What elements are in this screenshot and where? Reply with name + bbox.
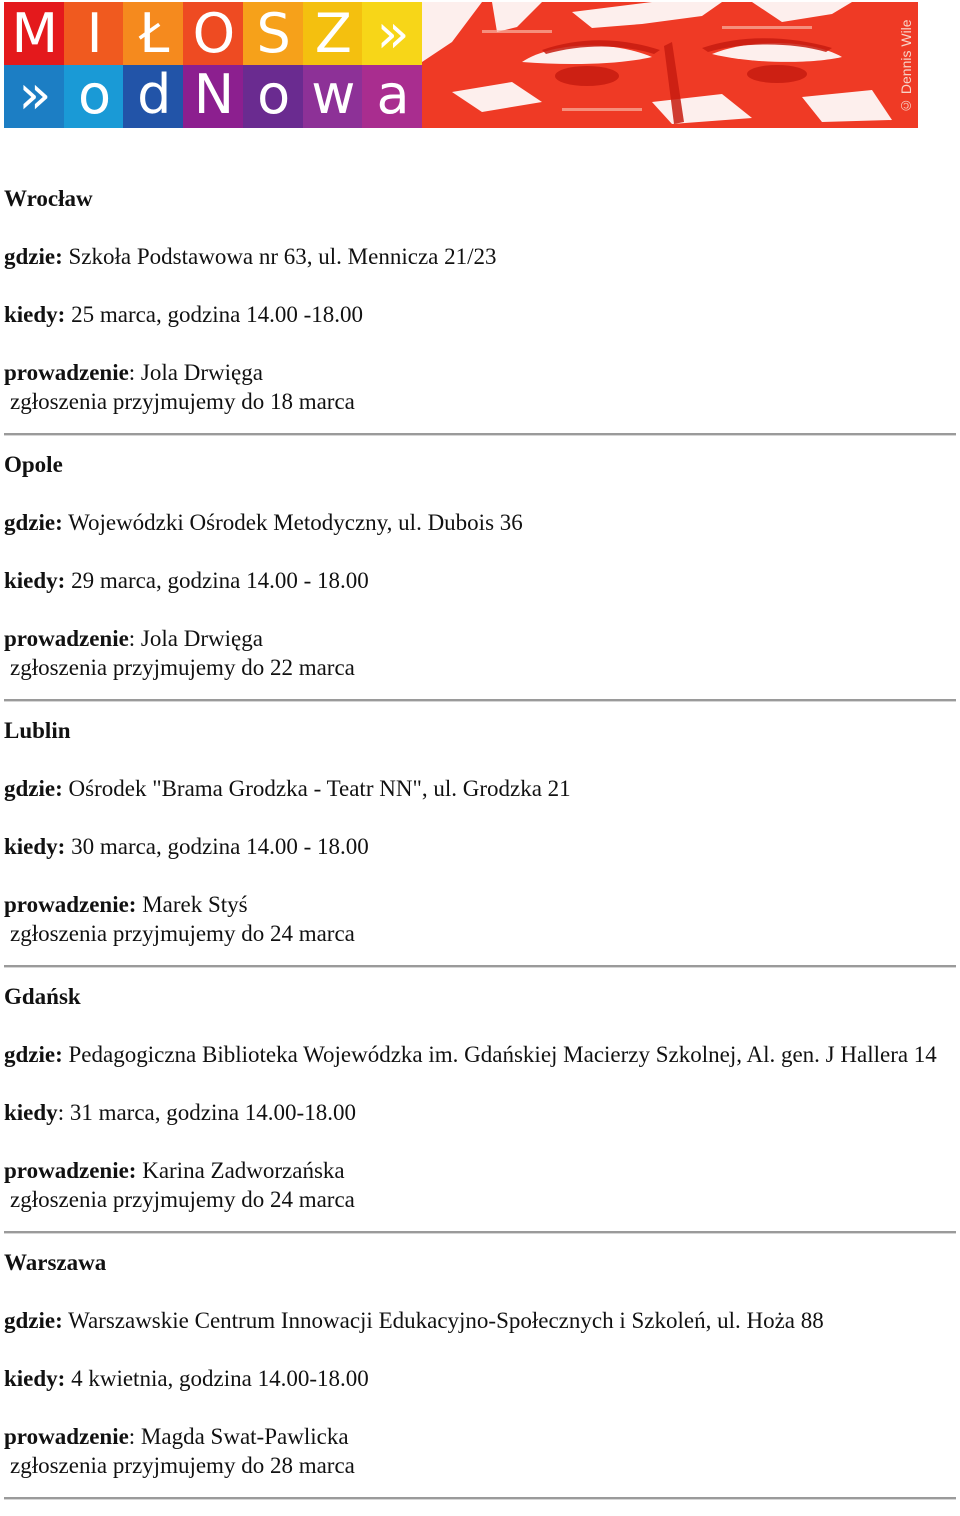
- logo-letter: Z: [314, 2, 351, 65]
- when-line: [4, 1098, 956, 1127]
- logo-tile: [4, 2, 65, 65]
- city-heading: Warszawa: [4, 1250, 107, 1275]
- where-line: [4, 242, 956, 271]
- logo-tile: [243, 2, 304, 65]
- workshop-section: [4, 184, 956, 436]
- where-line: [4, 774, 956, 803]
- when-value: 30 marca, godzina 14.00 - 18.00: [65, 834, 369, 859]
- where-label: gdzie:: [4, 1042, 63, 1067]
- logo-letter: M: [11, 2, 58, 65]
- logo-tile: [303, 2, 364, 65]
- logo-tile: [362, 65, 423, 128]
- logo-letter: o: [78, 65, 111, 126]
- logo-tile: [303, 65, 364, 128]
- lead-line: [4, 624, 956, 653]
- when-line: [4, 832, 956, 861]
- logo-letter: »: [18, 65, 51, 126]
- lead-value: Marek Styś: [136, 892, 248, 917]
- when-line: [4, 1364, 956, 1393]
- logo-letter: w: [311, 65, 355, 126]
- section-divider: [4, 1497, 956, 1500]
- deadline-note: zgłoszenia przyjmujemy do 28 marca: [10, 1453, 355, 1478]
- milosz-od-nowa-banner: [4, 2, 918, 128]
- section-divider: [4, 1231, 956, 1234]
- city-heading: Wrocław: [4, 186, 93, 211]
- photo-credit: © Dennis Wile: [898, 19, 914, 115]
- logo-letter: O: [192, 2, 235, 65]
- where-label: gdzie:: [4, 776, 63, 801]
- workshop-section: [4, 1248, 956, 1500]
- logo-tile: [183, 65, 244, 128]
- logo-letter: I: [86, 2, 102, 65]
- logo-tile: [243, 65, 304, 128]
- where-line: [4, 1306, 956, 1335]
- workshop-section: [4, 716, 956, 968]
- lead-value: : Jola Drwięga: [128, 360, 263, 385]
- logo-letter: o: [257, 65, 290, 126]
- lead-line: [4, 358, 956, 387]
- lead-value: : Jola Drwięga: [128, 626, 263, 651]
- logo-tile: [64, 65, 125, 128]
- when-label: kiedy:: [4, 568, 66, 593]
- when-value: : 31 marca, godzina 14.00-18.00: [57, 1100, 356, 1125]
- deadline-note: zgłoszenia przyjmujemy do 18 marca: [10, 389, 355, 414]
- when-label: kiedy:: [4, 1366, 66, 1391]
- section-divider: [4, 433, 956, 436]
- logo-letter: Ł: [139, 2, 169, 65]
- where-label: gdzie:: [4, 244, 63, 269]
- logo-tile: [183, 2, 244, 65]
- lead-label: prowadzenie: [4, 626, 129, 651]
- when-value: 4 kwietnia, godzina 14.00-18.00: [65, 1366, 369, 1391]
- logo-tile: [64, 2, 125, 65]
- logo-tile: [123, 2, 184, 65]
- logo-letter: d: [137, 65, 171, 126]
- section-divider: [4, 699, 956, 702]
- lead-line: [4, 1422, 956, 1451]
- lead-value: : Magda Swat-Pawlicka: [128, 1424, 349, 1449]
- workshop-section: [4, 450, 956, 702]
- when-value: 29 marca, godzina 14.00 - 18.00: [65, 568, 369, 593]
- when-line: [4, 300, 956, 329]
- logo-tile: [123, 65, 184, 128]
- city-heading: Gdańsk: [4, 984, 81, 1009]
- where-value: Warszawskie Centrum Innowacji Edukacyjno-Społecznych i Szkoleń, ul. Hoża 88: [62, 1308, 824, 1333]
- lead-label: prowadzenie:: [4, 892, 137, 917]
- lead-value: Karina Zadworzańska: [136, 1158, 345, 1183]
- logo-letter: a: [376, 65, 409, 126]
- logo-letter: S: [256, 2, 290, 65]
- portrait-eyes-graphic: [422, 2, 918, 128]
- logo-tile: [362, 2, 423, 65]
- where-line: [4, 1040, 956, 1069]
- where-label: gdzie:: [4, 510, 63, 535]
- workshop-section: [4, 982, 956, 1234]
- lead-line: [4, 1156, 956, 1185]
- when-label: kiedy:: [4, 302, 66, 327]
- when-label: kiedy: [4, 1100, 58, 1125]
- logo-tile: [4, 65, 65, 128]
- city-heading: Lublin: [4, 718, 71, 743]
- when-line: [4, 566, 956, 595]
- deadline-note: zgłoszenia przyjmujemy do 22 marca: [10, 655, 355, 680]
- lead-line: [4, 890, 956, 919]
- where-value: Ośrodek "Brama Grodzka - Teatr NN", ul. Grodzka 21: [62, 776, 571, 801]
- logo-letter: »: [376, 2, 409, 65]
- section-divider: [4, 965, 956, 968]
- workshop-list: [4, 170, 956, 1500]
- lead-label: prowadzenie:: [4, 1158, 137, 1183]
- portrait-image: [422, 2, 918, 128]
- where-value: Wojewódzki Ośrodek Metodyczny, ul. Dubois 36: [62, 510, 523, 535]
- lead-label: prowadzenie: [4, 1424, 129, 1449]
- where-value: Pedagogiczna Biblioteka Wojewódzka im. Gdańskiej Macierzy Szkolnej, Al. gen. J Hallera 14: [62, 1042, 937, 1067]
- deadline-note: zgłoszenia przyjmujemy do 24 marca: [10, 921, 355, 946]
- where-label: gdzie:: [4, 1308, 63, 1333]
- where-line: [4, 508, 956, 537]
- lead-label: prowadzenie: [4, 360, 129, 385]
- deadline-note: zgłoszenia przyjmujemy do 24 marca: [10, 1187, 355, 1212]
- when-value: 25 marca, godzina 14.00 -18.00: [65, 302, 363, 327]
- logo-letter: N: [193, 65, 234, 126]
- where-value: Szkoła Podstawowa nr 63, ul. Mennicza 21/23: [62, 244, 497, 269]
- city-heading: Opole: [4, 452, 63, 477]
- when-label: kiedy:: [4, 834, 66, 859]
